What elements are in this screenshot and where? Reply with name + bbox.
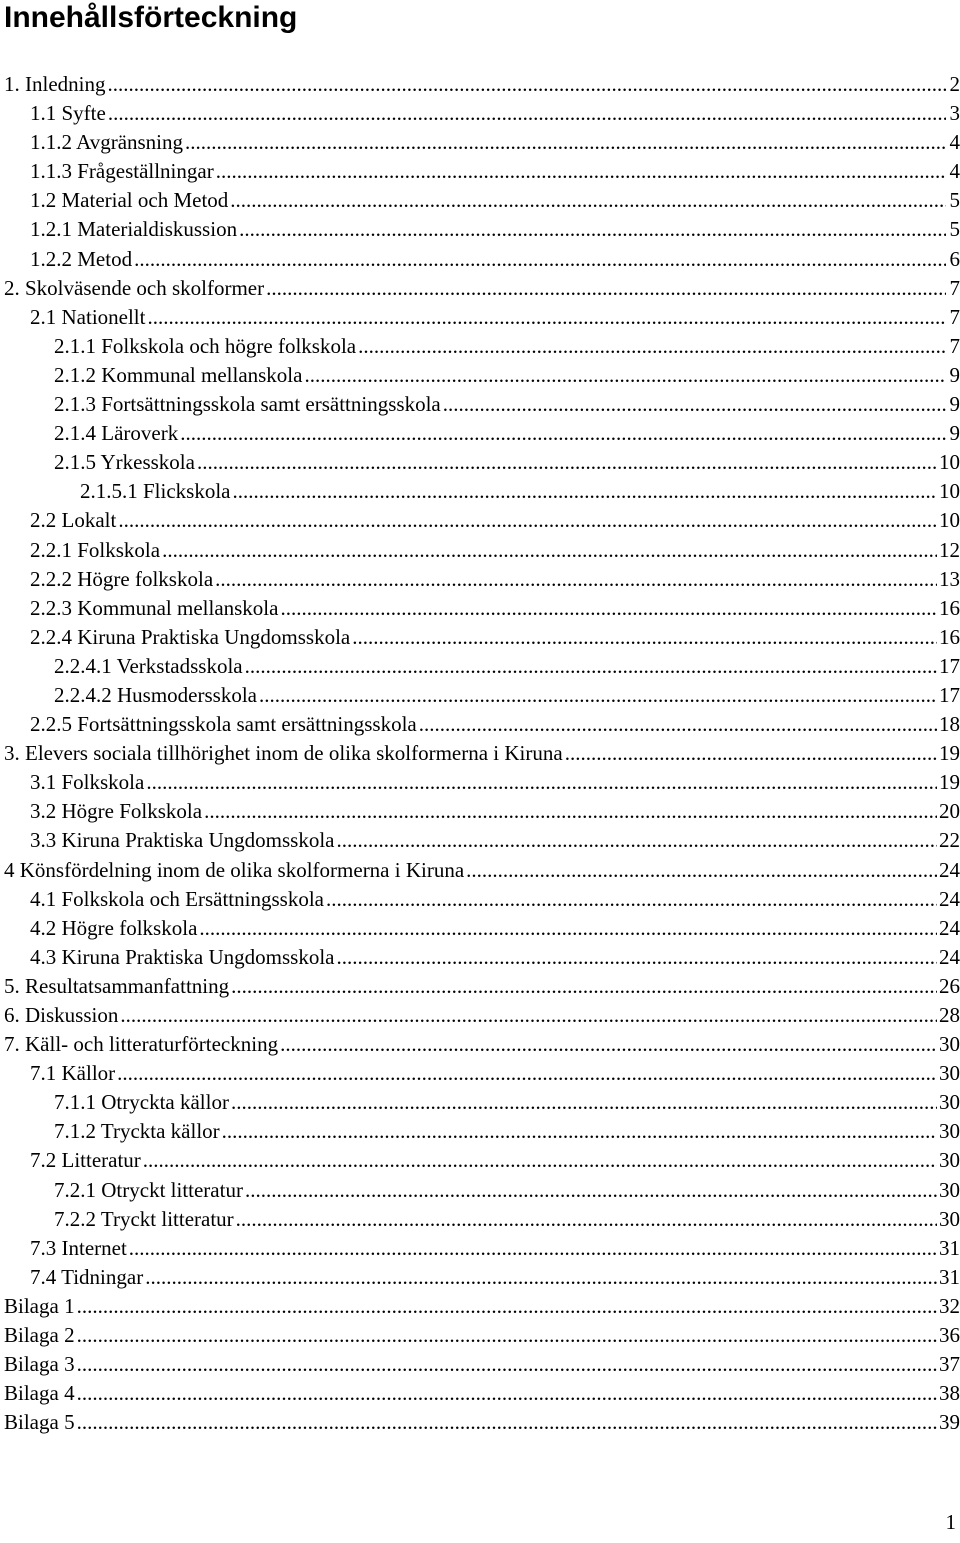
toc-entry-page: 5 xyxy=(949,188,960,213)
page-title: Innehållsförteckning xyxy=(4,1,298,34)
toc-entry-page: 31 xyxy=(939,1264,960,1289)
toc-entry-label: 7.1 Källor xyxy=(30,1061,116,1086)
toc-dot-leader xyxy=(185,128,946,157)
toc-entry[interactable] xyxy=(0,536,960,565)
toc-entry[interactable] xyxy=(0,1088,960,1117)
toc-dot-leader xyxy=(108,99,946,128)
toc-dot-leader xyxy=(143,1146,937,1175)
toc-entry-page: 12 xyxy=(939,537,960,562)
toc-dot-leader xyxy=(419,710,937,739)
toc-entry-label: 2.2.1 Folkskola xyxy=(30,537,161,562)
toc-entry[interactable] xyxy=(0,1059,960,1088)
toc-entry[interactable] xyxy=(0,1408,960,1437)
toc-entry-page: 17 xyxy=(939,682,960,707)
toc-entry[interactable] xyxy=(0,390,960,419)
toc-entry-label: Bilaga 3 xyxy=(4,1352,75,1377)
toc-entry-page: 17 xyxy=(939,653,960,678)
toc-entry-label: 1.2 Material och Metod xyxy=(30,188,229,213)
toc-entry[interactable] xyxy=(0,594,960,623)
toc-dot-leader xyxy=(352,623,937,652)
toc-dot-leader xyxy=(336,943,937,972)
toc-dot-leader xyxy=(266,274,946,303)
toc-entry-page: 32 xyxy=(939,1293,960,1318)
toc-dot-leader xyxy=(230,186,946,215)
toc-entry-label: Bilaga 1 xyxy=(4,1293,75,1318)
toc-dot-leader xyxy=(77,1408,937,1437)
table-of-contents xyxy=(0,70,960,1437)
toc-entry[interactable] xyxy=(0,1205,960,1234)
toc-dot-leader xyxy=(162,536,937,565)
toc-entry-label: 7.2.2 Tryckt litteratur xyxy=(54,1206,234,1231)
toc-dot-leader xyxy=(180,419,946,448)
toc-dot-leader xyxy=(231,972,937,1001)
toc-entry[interactable] xyxy=(0,1350,960,1379)
toc-dot-leader xyxy=(466,856,937,885)
toc-entry[interactable] xyxy=(0,303,960,332)
toc-dot-leader xyxy=(216,157,946,186)
toc-entry-label: 1. Inledning xyxy=(4,72,106,96)
toc-entry-page: 13 xyxy=(939,566,960,591)
toc-entry-label: Bilaga 2 xyxy=(4,1323,75,1348)
toc-entry-page: 30 xyxy=(939,1177,960,1202)
toc-dot-leader xyxy=(120,1001,937,1030)
toc-entry-page: 10 xyxy=(939,508,960,533)
toc-entry-label: 7.3 Internet xyxy=(30,1235,127,1260)
toc-dot-leader xyxy=(280,594,937,623)
toc-dot-leader xyxy=(204,797,937,826)
toc-entry-page: 19 xyxy=(939,770,960,795)
toc-dot-leader xyxy=(145,1263,937,1292)
toc-entry[interactable] xyxy=(0,99,960,128)
toc-dot-leader xyxy=(236,1205,937,1234)
toc-dot-leader xyxy=(233,477,938,506)
toc-entry[interactable] xyxy=(0,1146,960,1175)
toc-entry-label: 3. Elevers sociala tillhörighet inom de olika skolformerna i Kiruna xyxy=(4,741,563,766)
toc-dot-leader xyxy=(107,70,946,99)
toc-entry-page: 5 xyxy=(949,217,960,242)
toc-entry[interactable] xyxy=(0,215,960,244)
toc-entry-label: Bilaga 5 xyxy=(4,1410,75,1435)
toc-entry[interactable] xyxy=(0,70,960,99)
toc-entry[interactable] xyxy=(0,768,960,797)
toc-entry-page: 20 xyxy=(939,799,960,824)
toc-entry-label: 4 Könsfördelning inom de olika skolformerna i Kiruna xyxy=(4,857,465,882)
toc-entry-label: 2.1.2 Kommunal mellanskola xyxy=(54,362,303,387)
toc-entry-label: 2.1.1 Folkskola och högre folkskola xyxy=(54,333,357,358)
toc-entry-label: 1.2.2 Metod xyxy=(30,246,133,271)
toc-entry[interactable] xyxy=(0,710,960,739)
toc-dot-leader xyxy=(245,1176,937,1205)
toc-entry-page: 6 xyxy=(949,246,960,271)
toc-entry-page: 10 xyxy=(939,479,960,504)
toc-entry-page: 24 xyxy=(939,857,960,882)
toc-entry[interactable] xyxy=(0,245,960,274)
toc-entry-label: 2.1.3 Fortsättningsskola samt ersättningsskola xyxy=(54,392,441,417)
toc-dot-leader xyxy=(118,506,937,535)
toc-entry-label: 1.1 Syfte xyxy=(30,101,106,126)
toc-entry-page: 19 xyxy=(939,741,960,766)
toc-entry[interactable] xyxy=(0,652,960,681)
toc-entry-label: 3.3 Kiruna Praktiska Ungdomsskola xyxy=(30,828,335,853)
toc-dot-leader xyxy=(443,390,946,419)
toc-entry[interactable] xyxy=(0,1263,960,1292)
toc-entry-page: 4 xyxy=(949,130,960,155)
toc-entry-page: 7 xyxy=(949,304,960,329)
toc-entry[interactable] xyxy=(0,1321,960,1350)
toc-entry-page: 7 xyxy=(949,275,960,300)
toc-entry-label: 7.1.2 Tryckta källor xyxy=(54,1119,220,1144)
toc-entry-label: 2.2 Lokalt xyxy=(30,508,117,533)
toc-dot-leader xyxy=(77,1379,937,1408)
toc-entry-label: 2.1 Nationellt xyxy=(30,304,146,329)
toc-entry[interactable] xyxy=(0,739,960,768)
toc-entry[interactable] xyxy=(0,506,960,535)
toc-entry-label: 2.1.5 Yrkesskola xyxy=(54,450,195,475)
toc-dot-leader xyxy=(231,1088,937,1117)
toc-entry-page: 22 xyxy=(939,828,960,853)
toc-entry-page: 31 xyxy=(939,1235,960,1260)
toc-entry-page: 30 xyxy=(939,1032,960,1057)
toc-entry-label: 2.2.5 Fortsättningsskola samt ersättningsskola xyxy=(30,712,417,737)
toc-entry[interactable] xyxy=(0,157,960,186)
toc-entry-page: 24 xyxy=(939,944,960,969)
toc-entry[interactable] xyxy=(0,943,960,972)
toc-entry-label: 2.1.4 Läroverk xyxy=(54,421,179,446)
toc-dot-leader xyxy=(239,215,946,244)
toc-entry-label: Bilaga 4 xyxy=(4,1381,75,1406)
toc-entry-label: 2.1.5.1 Flickskola xyxy=(80,479,231,504)
toc-entry-page: 9 xyxy=(949,362,960,387)
toc-dot-leader xyxy=(129,1234,937,1263)
toc-entry-page: 3 xyxy=(949,101,960,126)
toc-entry[interactable] xyxy=(0,361,960,390)
toc-entry-page: 26 xyxy=(939,973,960,998)
toc-dot-leader xyxy=(259,681,937,710)
toc-dot-leader xyxy=(199,914,937,943)
toc-entry-label: 1.2.1 Materialdiskussion xyxy=(30,217,238,242)
toc-entry[interactable] xyxy=(0,623,960,652)
toc-entry-page: 30 xyxy=(939,1090,960,1115)
toc-entry-page: 16 xyxy=(939,595,960,620)
toc-entry-page: 36 xyxy=(939,1323,960,1348)
toc-entry[interactable] xyxy=(0,914,960,943)
toc-entry[interactable] xyxy=(0,856,960,885)
toc-entry[interactable] xyxy=(0,826,960,855)
toc-entry[interactable] xyxy=(0,1379,960,1408)
toc-entry-label: 1.1.3 Frågeställningar xyxy=(30,159,214,184)
toc-entry[interactable] xyxy=(0,797,960,826)
toc-entry-label: 7.2 Litteratur xyxy=(30,1148,141,1173)
toc-dot-leader xyxy=(146,768,937,797)
toc-entry-page: 28 xyxy=(939,1003,960,1027)
toc-entry-label: 4.1 Folkskola och Ersättningsskola xyxy=(30,886,324,911)
toc-entry-label: 5. Resultatsammanfattning xyxy=(4,973,230,998)
toc-entry-page: 7 xyxy=(949,333,960,358)
toc-entry-label: 4.3 Kiruna Praktiska Ungdomsskola xyxy=(30,944,335,969)
toc-entry-label: 3.1 Folkskola xyxy=(30,770,145,795)
toc-entry[interactable] xyxy=(0,448,960,477)
toc-entry-page: 10 xyxy=(939,450,960,475)
toc-entry[interactable] xyxy=(0,565,960,594)
toc-entry-label: 2.2.4 Kiruna Praktiska Ungdomsskola xyxy=(30,624,351,649)
toc-entry-page: 2 xyxy=(949,72,960,96)
toc-entry-page: 38 xyxy=(939,1381,960,1406)
toc-dot-leader xyxy=(326,885,937,914)
toc-entry[interactable] xyxy=(0,1176,960,1205)
toc-entry[interactable] xyxy=(0,1117,960,1146)
toc-entry[interactable] xyxy=(0,274,960,303)
toc-entry[interactable] xyxy=(0,885,960,914)
toc-entry-label: 3.2 Högre Folkskola xyxy=(30,799,203,824)
toc-entry[interactable] xyxy=(0,1292,960,1321)
toc-entry[interactable] xyxy=(0,1001,960,1030)
toc-entry-label: 7. Käll- och litteraturförteckning xyxy=(4,1032,279,1057)
toc-dot-leader xyxy=(565,739,937,768)
toc-entry-label: 2.2.2 Högre folkskola xyxy=(30,566,214,591)
toc-entry[interactable] xyxy=(0,972,960,1001)
toc-dot-leader xyxy=(245,652,937,681)
toc-entry-page: 30 xyxy=(939,1206,960,1231)
toc-entry[interactable] xyxy=(0,128,960,157)
toc-dot-leader xyxy=(147,303,946,332)
toc-entry-page: 39 xyxy=(939,1410,960,1435)
toc-dot-leader xyxy=(77,1292,937,1321)
toc-entry-page: 4 xyxy=(949,159,960,184)
toc-dot-leader xyxy=(215,565,937,594)
toc-entry[interactable] xyxy=(0,1030,960,1059)
toc-entry-page: 30 xyxy=(939,1119,960,1144)
toc-dot-leader xyxy=(117,1059,937,1088)
toc-entry-label: 7.4 Tidningar xyxy=(30,1264,144,1289)
toc-entry-page: 9 xyxy=(949,421,960,446)
toc-dot-leader xyxy=(77,1321,937,1350)
toc-entry-page: 37 xyxy=(939,1352,960,1377)
toc-entry[interactable] xyxy=(0,419,960,448)
toc-entry-page: 24 xyxy=(939,915,960,940)
toc-entry-label: 2.2.3 Kommunal mellanskola xyxy=(30,595,279,620)
toc-entry-page: 16 xyxy=(939,624,960,649)
toc-entry[interactable] xyxy=(0,477,960,506)
toc-entry-label: 7.1.1 Otryckta källor xyxy=(54,1090,229,1115)
toc-entry-page: 30 xyxy=(939,1061,960,1086)
toc-entry[interactable] xyxy=(0,332,960,361)
toc-entry[interactable] xyxy=(0,186,960,215)
toc-dot-leader xyxy=(358,332,946,361)
toc-entry[interactable] xyxy=(0,681,960,710)
toc-entry-label: 2.2.4.2 Husmodersskola xyxy=(54,682,257,707)
toc-entry-label: 2.2.4.1 Verkstadsskola xyxy=(54,653,243,678)
toc-entry-label: 7.2.1 Otryckt litteratur xyxy=(54,1177,243,1202)
toc-dot-leader xyxy=(222,1117,937,1146)
toc-entry-label: 2. Skolväsende och skolformer xyxy=(4,275,265,300)
toc-entry-label: 1.1.2 Avgränsning xyxy=(30,130,184,155)
toc-entry-label: 4.2 Högre folkskola xyxy=(30,915,198,940)
toc-dot-leader xyxy=(280,1030,937,1059)
toc-dot-leader xyxy=(77,1350,937,1379)
toc-dot-leader xyxy=(336,826,937,855)
toc-entry-page: 18 xyxy=(939,712,960,737)
toc-entry[interactable] xyxy=(0,1234,960,1263)
toc-entry-page: 24 xyxy=(939,886,960,911)
toc-dot-leader xyxy=(197,448,937,477)
toc-entry-label: 6. Diskussion xyxy=(4,1003,119,1027)
toc-dot-leader xyxy=(304,361,946,390)
toc-dot-leader xyxy=(134,245,946,274)
page-number: 1 xyxy=(945,1510,956,1534)
toc-entry-page: 9 xyxy=(949,392,960,417)
toc-entry-page: 30 xyxy=(939,1148,960,1173)
